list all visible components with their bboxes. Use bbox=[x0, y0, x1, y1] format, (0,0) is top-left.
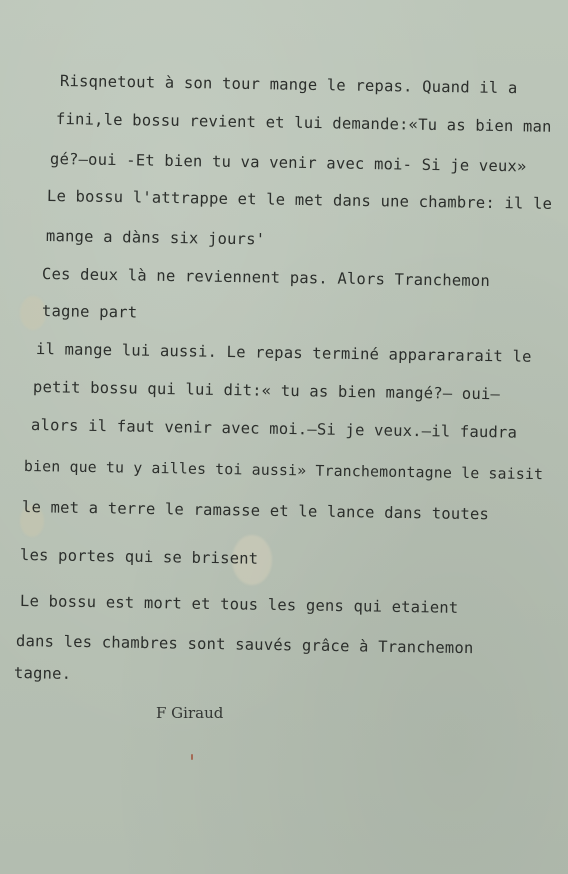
text-line-2: fini,le bossu revient et lui demande:«Tu as bien man bbox=[55, 110, 552, 136]
text-line-5: mange a dàns six jours' bbox=[45, 227, 266, 249]
text-line-14: Le bossu est mort et tous les gens qui etaient bbox=[19, 592, 459, 617]
text-line-4: Le bossu l'attrappe et le met dans une chambre: il le bbox=[46, 187, 553, 213]
signature: F Giraud bbox=[156, 704, 224, 722]
text-line-9: petit bossu qui lui dit:« tu as bien mangé?— oui— bbox=[32, 378, 501, 404]
text-line-1: Risqnetout à son tour mange le repas. Quand il a bbox=[59, 72, 518, 98]
text-line-10: alors il faut venir avec moi.—Si je veux.—il faudra bbox=[30, 416, 518, 442]
text-line-13: les portes qui se brisent bbox=[19, 546, 259, 568]
ink-speck bbox=[191, 754, 193, 760]
text-line-16: tagne. bbox=[13, 664, 72, 683]
text-line-8: il mange lui aussi. Le repas terminé apparararait le bbox=[35, 340, 532, 366]
text-line-6: Ces deux là ne reviennent pas. Alors Tranchemon bbox=[41, 265, 491, 291]
text-line-15: dans les chambres sont sauvés grâce à Tranchemon bbox=[15, 632, 474, 658]
text-line-7: tagne part bbox=[41, 302, 138, 322]
text-line-12: le met a terre le ramasse et le lance dans toutes bbox=[21, 498, 490, 524]
text-line-11: bien que tu y ailles toi aussi» Tranchemontagne le saisit bbox=[23, 458, 544, 484]
text-line-3: gé?—oui -Et bien tu va venir avec moi- Si je veux» bbox=[49, 150, 527, 176]
